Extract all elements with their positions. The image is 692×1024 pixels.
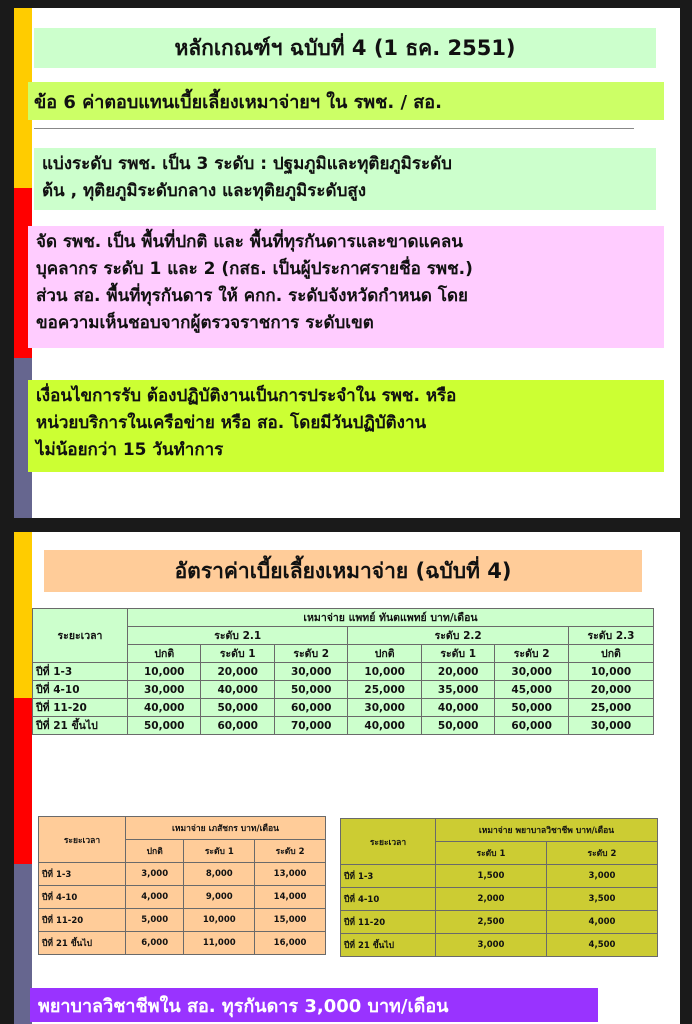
text-line: จัด รพช. เป็น พื้นที่ปกติ และ พื้นที่ทุรกันดารและขาดแคลน bbox=[36, 232, 463, 252]
table-body bbox=[39, 863, 326, 955]
period-cell: ปีที่ 21 ขึ้นไป bbox=[341, 934, 436, 957]
table-row bbox=[39, 932, 326, 955]
subcol-header: ระดับ 2 bbox=[274, 645, 347, 663]
period-cell: ปีที่ 21 ขึ้นไป bbox=[39, 932, 126, 955]
subcol-header: ปกติ bbox=[348, 645, 421, 663]
level-header: ระดับ 2.1 bbox=[128, 627, 348, 645]
rate-cell: 2,500 bbox=[436, 911, 547, 934]
text-line: บุคลากร ระดับ 1 และ 2 (กสธ. เป็นผู้ประกาศรายชื่อ รพช.) bbox=[36, 259, 473, 279]
rate-cell: 5,000 bbox=[126, 909, 184, 932]
item-6-heading: ข้อ 6 ค่าตอบแทนเบี้ยเลี้ยงเหมาจ่ายฯ ใน รพช. / สอ. bbox=[28, 82, 664, 120]
period-cell: ปีที่ 1-3 bbox=[341, 865, 436, 888]
rate-cell: 16,000 bbox=[255, 932, 326, 955]
subcol-header: ระดับ 1 bbox=[421, 645, 494, 663]
level-header: ระดับ 2.2 bbox=[348, 627, 568, 645]
rate-cell: 50,000 bbox=[421, 717, 494, 735]
hospital-levels-paragraph bbox=[34, 148, 656, 210]
table-row bbox=[33, 663, 654, 681]
doctor-dentist-rate-table bbox=[32, 608, 654, 735]
period-cell: ปีที่ 4-10 bbox=[341, 888, 436, 911]
rate-cell: 2,000 bbox=[436, 888, 547, 911]
rate-cell: 60,000 bbox=[201, 717, 274, 735]
subcol-header: ระดับ 2 bbox=[495, 645, 568, 663]
rate-cell: 1,500 bbox=[436, 865, 547, 888]
rate-cell: 10,000 bbox=[568, 663, 653, 681]
subcol-header: ปกติ bbox=[126, 840, 184, 863]
text-line: ต้น , ทุติยภูมิระดับกลาง และทุติยภูมิระดับสูง bbox=[42, 181, 367, 201]
group-header: เหมาจ่าย พยาบาลวิชาชีพ บาท/เดือน bbox=[436, 819, 658, 842]
rate-cell: 4,500 bbox=[547, 934, 658, 957]
pharmacist-rate-table bbox=[38, 816, 326, 955]
period-cell: ปีที่ 11-20 bbox=[341, 911, 436, 934]
period-header: ระยะเวลา bbox=[39, 817, 126, 863]
table-header-row bbox=[341, 819, 658, 842]
rate-cell: 40,000 bbox=[128, 699, 201, 717]
rate-cell: 4,000 bbox=[126, 886, 184, 909]
subcol-header: ระดับ 1 bbox=[184, 840, 255, 863]
table-row bbox=[341, 865, 658, 888]
table-body bbox=[341, 865, 658, 957]
rate-cell: 4,000 bbox=[547, 911, 658, 934]
table-row bbox=[33, 681, 654, 699]
level-header: ระดับ 2.3 bbox=[568, 627, 653, 645]
rate-cell: 6,000 bbox=[126, 932, 184, 955]
text-line: แบ่งระดับ รพช. เป็น 3 ระดับ : ปฐมภูมิและทุติยภูมิระดับ bbox=[42, 154, 452, 174]
accent-bar-red bbox=[14, 698, 32, 864]
group-header: เหมาจ่าย แพทย์ ทันตแพทย์ บาท/เดือน bbox=[128, 609, 654, 627]
text-line: ขอความเห็นชอบจากผู้ตรวจราชการ ระดับเขต bbox=[36, 313, 374, 333]
rate-cell: 25,000 bbox=[348, 681, 421, 699]
table-row bbox=[33, 717, 654, 735]
table-row bbox=[33, 699, 654, 717]
rate-cell: 10,000 bbox=[348, 663, 421, 681]
rate-cell: 30,000 bbox=[495, 663, 568, 681]
rate-cell: 70,000 bbox=[274, 717, 347, 735]
rate-cell: 10,000 bbox=[128, 663, 201, 681]
rate-cell: 3,000 bbox=[547, 865, 658, 888]
rate-cell: 20,000 bbox=[201, 663, 274, 681]
rate-cell: 11,000 bbox=[184, 932, 255, 955]
period-cell: ปีที่ 4-10 bbox=[39, 886, 126, 909]
period-cell: ปีที่ 1-3 bbox=[33, 663, 128, 681]
rate-cell: 45,000 bbox=[495, 681, 568, 699]
rate-cell: 14,000 bbox=[255, 886, 326, 909]
period-cell: ปีที่ 11-20 bbox=[39, 909, 126, 932]
rate-cell: 40,000 bbox=[348, 717, 421, 735]
subcol-header: ระดับ 2 bbox=[547, 842, 658, 865]
slide-title: หลักเกณฑ์ฯ ฉบับที่ 4 (1 ธค. 2551) bbox=[34, 28, 656, 68]
subcol-header: ระดับ 2 bbox=[255, 840, 326, 863]
period-header: ระยะเวลา bbox=[341, 819, 436, 865]
period-cell: ปีที่ 4-10 bbox=[33, 681, 128, 699]
text-line: ส่วน สอ. พื้นที่ทุรกันดาร ให้ คกก. ระดับจังหวัดกำหนด โดย bbox=[36, 286, 469, 306]
table-header-row bbox=[33, 609, 654, 627]
rate-cell: 13,000 bbox=[255, 863, 326, 886]
rate-cell: 3,500 bbox=[547, 888, 658, 911]
rate-cell: 50,000 bbox=[201, 699, 274, 717]
conditions-paragraph bbox=[28, 380, 664, 472]
period-cell: ปีที่ 21 ขึ้นไป bbox=[33, 717, 128, 735]
rate-cell: 30,000 bbox=[568, 717, 653, 735]
period-cell: ปีที่ 11-20 bbox=[33, 699, 128, 717]
table-row bbox=[341, 911, 658, 934]
rate-cell: 25,000 bbox=[568, 699, 653, 717]
text-line: ไม่น้อยกว่า 15 วันทำการ bbox=[36, 440, 224, 460]
subcol-header: ระดับ 1 bbox=[436, 842, 547, 865]
table-header-row bbox=[39, 817, 326, 840]
rate-cell: 60,000 bbox=[495, 717, 568, 735]
rate-cell: 50,000 bbox=[128, 717, 201, 735]
rate-cell: 15,000 bbox=[255, 909, 326, 932]
rate-cell: 3,000 bbox=[126, 863, 184, 886]
rate-cell: 40,000 bbox=[201, 681, 274, 699]
rate-cell: 8,000 bbox=[184, 863, 255, 886]
rate-cell: 30,000 bbox=[274, 663, 347, 681]
subcol-header: ปกติ bbox=[568, 645, 653, 663]
accent-bar-yellow bbox=[14, 532, 32, 698]
table-row bbox=[39, 909, 326, 932]
table-body bbox=[33, 663, 654, 735]
rates-title: อัตราค่าเบี้ยเลี้ยงเหมาจ่าย (ฉบับที่ 4) bbox=[44, 550, 642, 592]
rate-cell: 20,000 bbox=[568, 681, 653, 699]
nurse-rate-table bbox=[340, 818, 658, 957]
subcol-header: ปกติ bbox=[128, 645, 201, 663]
divider bbox=[34, 128, 634, 129]
rate-cell: 60,000 bbox=[274, 699, 347, 717]
rate-cell: 10,000 bbox=[184, 909, 255, 932]
table-row bbox=[341, 934, 658, 957]
period-cell: ปีที่ 1-3 bbox=[39, 863, 126, 886]
area-types-paragraph bbox=[28, 226, 664, 348]
rate-cell: 3,000 bbox=[436, 934, 547, 957]
rate-cell: 35,000 bbox=[421, 681, 494, 699]
slide-rates bbox=[14, 532, 680, 1024]
nurse-footer-note: พยาบาลวิชาชีพใน สอ. ทุรกันดาร 3,000 บาท/เดือน bbox=[30, 988, 598, 1022]
rate-cell: 30,000 bbox=[348, 699, 421, 717]
subcol-header: ระดับ 1 bbox=[201, 645, 274, 663]
period-header: ระยะเวลา bbox=[33, 609, 128, 663]
rate-cell: 20,000 bbox=[421, 663, 494, 681]
rate-cell: 40,000 bbox=[421, 699, 494, 717]
table-row bbox=[341, 888, 658, 911]
table-row bbox=[39, 863, 326, 886]
rate-cell: 9,000 bbox=[184, 886, 255, 909]
text-line: หน่วยบริการในเครือข่าย หรือ สอ. โดยมีวันปฏิบัติงาน bbox=[36, 413, 427, 433]
slide-criteria bbox=[14, 8, 680, 518]
text-line: เงื่อนไขการรับ ต้องปฏิบัติงานเป็นการประจำใน รพช. หรือ bbox=[36, 386, 457, 406]
rate-cell: 50,000 bbox=[495, 699, 568, 717]
rate-cell: 30,000 bbox=[128, 681, 201, 699]
table-row bbox=[39, 886, 326, 909]
rate-cell: 50,000 bbox=[274, 681, 347, 699]
group-header: เหมาจ่าย เภสัชกร บาท/เดือน bbox=[126, 817, 326, 840]
